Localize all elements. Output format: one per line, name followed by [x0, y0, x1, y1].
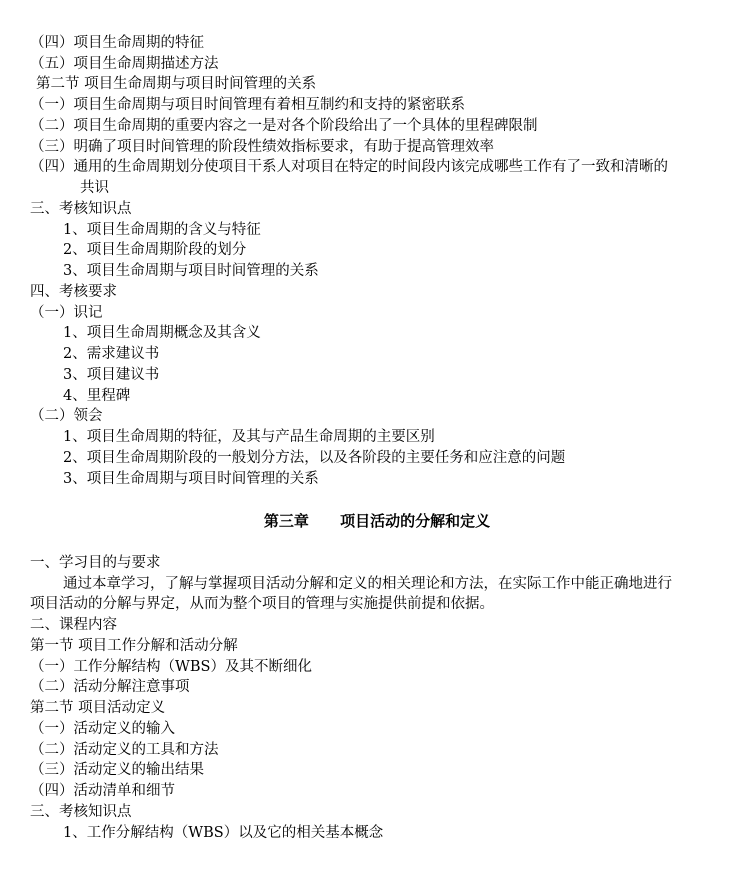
paragraph-line: 项目活动的分解与界定，从而为整个项目的管理与实施提供前提和依据。: [30, 596, 494, 612]
list-item: 2、需求建议书: [63, 346, 160, 362]
heading: 四、考核要求: [30, 284, 117, 300]
subsection-heading: （三）明确了项目时间管理的阶段性绩效指标要求，有助于提高管理效率: [30, 139, 494, 155]
list-item: 1、工作分解结构（WBS）以及它的相关基本概念: [63, 825, 384, 841]
list-item: 1、项目生命周期的含义与特征: [63, 222, 261, 238]
section-heading: 第一节 项目工作分解和活动分解: [30, 638, 238, 654]
list-item: 2、项目生命周期阶段的一般划分方法，以及各阶段的主要任务和应注意的问题: [63, 450, 566, 466]
list-item: 3、项目生命周期与项目时间管理的关系: [63, 471, 319, 487]
subsection-heading: （二）活动分解注意事项: [30, 679, 190, 695]
list-item: 3、项目建议书: [63, 367, 160, 383]
wrapped-line: 共识: [80, 180, 109, 196]
heading: 三、考核知识点: [30, 201, 132, 217]
list-item: 1、项目生命周期的特征，及其与产品生命周期的主要区别: [63, 429, 435, 445]
heading: 三、考核知识点: [30, 804, 132, 820]
subsection-heading: （一）活动定义的输入: [30, 721, 175, 737]
subsection-heading: （一）项目生命周期与项目时间管理有着相互制约和支持的紧密联系: [30, 97, 465, 113]
subsection-heading: （二）领会: [30, 408, 103, 424]
subsection-heading: （四）通用的生命周期划分使项目干系人对项目在特定的时间段内该完成哪些工作有了一致和清晰的: [30, 159, 668, 175]
heading: 一、学习目的与要求: [30, 555, 161, 571]
section-heading: 第二节 项目活动定义: [30, 700, 166, 716]
list-item: 2、项目生命周期阶段的划分: [63, 242, 247, 258]
chapter-title: 第三章 项目活动的分解和定义: [263, 512, 491, 530]
subsection-heading: （二）项目生命周期的重要内容之一是对各个阶段给出了一个具体的里程碑限制: [30, 118, 538, 134]
subsection-heading: （四）活动清单和细节: [30, 783, 175, 799]
list-item: 3、项目生命周期与项目时间管理的关系: [63, 263, 319, 279]
subsection-heading: （四）项目生命周期的特征: [30, 35, 204, 51]
list-item: 1、项目生命周期概念及其含义: [63, 325, 261, 341]
heading: 二、课程内容: [30, 617, 117, 633]
subsection-heading: （一）工作分解结构（WBS）及其不断细化: [30, 659, 312, 675]
subsection-heading: （五）项目生命周期描述方法: [30, 56, 219, 72]
section-heading: 第二节 项目生命周期与项目时间管理的关系: [36, 76, 317, 92]
subsection-heading: （三）活动定义的输出结果: [30, 762, 204, 778]
subsection-heading: （一）识记: [30, 305, 103, 321]
paragraph-line: 通过本章学习，了解与掌握项目活动分解和定义的相关理论和方法，在实际工作中能正确地进行: [63, 576, 672, 592]
subsection-heading: （二）活动定义的工具和方法: [30, 742, 219, 758]
list-item: 4、里程碑: [63, 388, 131, 404]
